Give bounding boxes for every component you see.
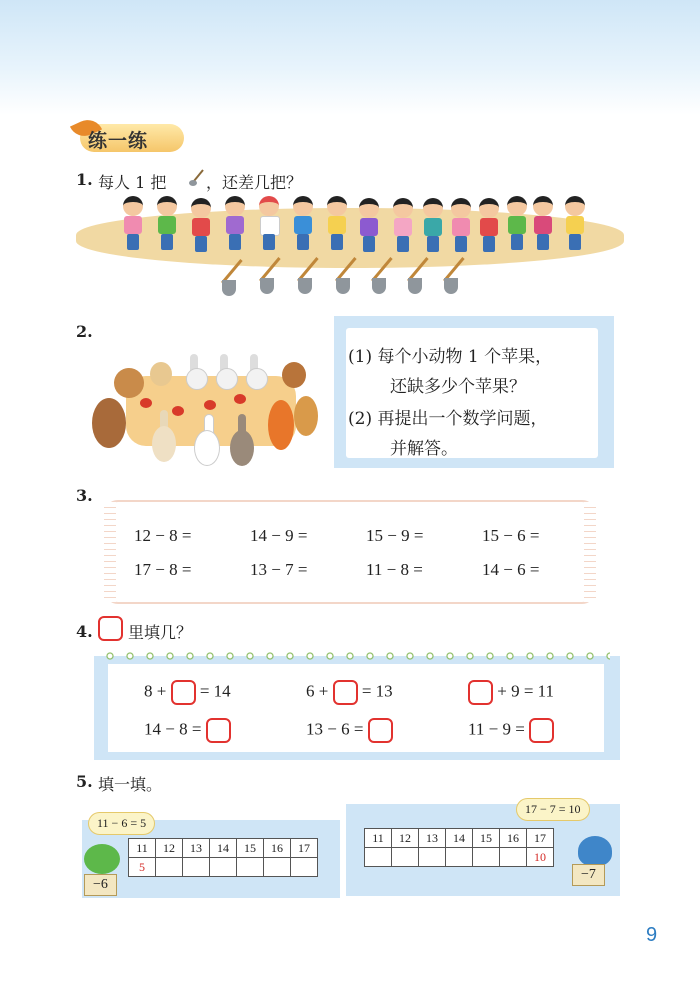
equation: 13 − 7 =	[250, 560, 308, 579]
equation: 17 − 8 =	[134, 560, 192, 579]
spiral-rings	[104, 650, 610, 662]
answer-cell[interactable]: 10	[527, 848, 554, 867]
equation: 14 − 6 =	[482, 560, 540, 579]
prompt-line-3: (2) 再提出一个数学问题，	[348, 409, 548, 429]
q4-text: 里填几？	[128, 623, 193, 642]
q3-number: 3.	[76, 486, 93, 505]
header-band	[0, 0, 700, 115]
answer-box[interactable]	[529, 718, 554, 743]
right-number-grid: 11 12 13 14 15 16 17 10	[364, 828, 554, 867]
answer-cell[interactable]: 5	[129, 858, 156, 877]
answer-box-icon	[98, 616, 123, 641]
q1-text-b: ，还差几把？	[206, 173, 303, 192]
equation-1: 8 + = 14	[144, 680, 231, 705]
box-edge-left	[104, 502, 116, 602]
section-banner	[72, 120, 184, 154]
answer-cell[interactable]	[156, 858, 183, 877]
dolphin-icon	[578, 836, 612, 866]
answer-cell[interactable]	[500, 848, 527, 867]
answer-cell[interactable]	[210, 858, 237, 877]
q5-number: 5.	[76, 772, 93, 791]
answer-box[interactable]	[206, 718, 231, 743]
fill-card	[108, 664, 604, 752]
frog-icon	[84, 844, 120, 874]
animals-illustration	[86, 340, 326, 468]
equation: 15 − 9 =	[366, 526, 424, 545]
equation-4: 14 − 8 =	[144, 718, 231, 743]
equation-2: 6 + = 13	[306, 680, 393, 705]
q2-number: 2.	[76, 322, 93, 341]
equation: 14 − 9 =	[250, 526, 308, 545]
prompt-line-4: 并解答。	[390, 439, 458, 459]
answer-cell[interactable]	[264, 858, 291, 877]
question-2-prompt-box	[334, 316, 614, 468]
answer-box[interactable]	[171, 680, 196, 705]
answer-cell[interactable]	[365, 848, 392, 867]
answer-cell[interactable]	[237, 858, 264, 877]
equation-5: 13 − 6 =	[306, 718, 393, 743]
right-tag: −7	[572, 864, 605, 886]
answer-box[interactable]	[468, 680, 493, 705]
answer-box[interactable]	[333, 680, 358, 705]
left-tag: −6	[84, 874, 117, 896]
answer-cell[interactable]	[419, 848, 446, 867]
box-edge-right	[584, 502, 596, 602]
equation-6: 11 − 9 =	[468, 718, 554, 743]
q4-number: 4.	[76, 622, 93, 641]
answer-cell[interactable]	[446, 848, 473, 867]
page-number: 9	[646, 924, 658, 946]
section-title: 练一练	[88, 130, 149, 152]
q5-text: 填一填。	[98, 775, 163, 794]
prompt-line-1: (1) 每个小动物 1 个苹果，	[348, 347, 553, 367]
answer-cell[interactable]	[392, 848, 419, 867]
answer-box[interactable]	[368, 718, 393, 743]
question-3-equations	[104, 500, 596, 604]
right-bubble: 17 − 7 = 10	[516, 798, 590, 821]
answer-cell[interactable]	[183, 858, 210, 877]
equation: 15 − 6 =	[482, 526, 540, 545]
question-4-fill-box	[94, 656, 620, 760]
prompt-line-2: 还缺多少个苹果？	[390, 377, 526, 397]
left-number-grid: 11 12 13 14 15 16 17 5	[128, 838, 318, 877]
q1-text-a: 每人 1 把	[98, 173, 167, 192]
answer-cell[interactable]	[291, 858, 318, 877]
left-bubble: 11 − 6 = 5	[88, 812, 155, 835]
equation: 11 − 8 =	[366, 560, 423, 579]
equation-3: + 9 = 11	[468, 680, 554, 705]
shovel-icon	[188, 168, 206, 188]
equation: 12 − 8 =	[134, 526, 192, 545]
answer-cell[interactable]	[473, 848, 500, 867]
q1-number: 1.	[76, 170, 93, 189]
prompt-card	[346, 328, 598, 458]
